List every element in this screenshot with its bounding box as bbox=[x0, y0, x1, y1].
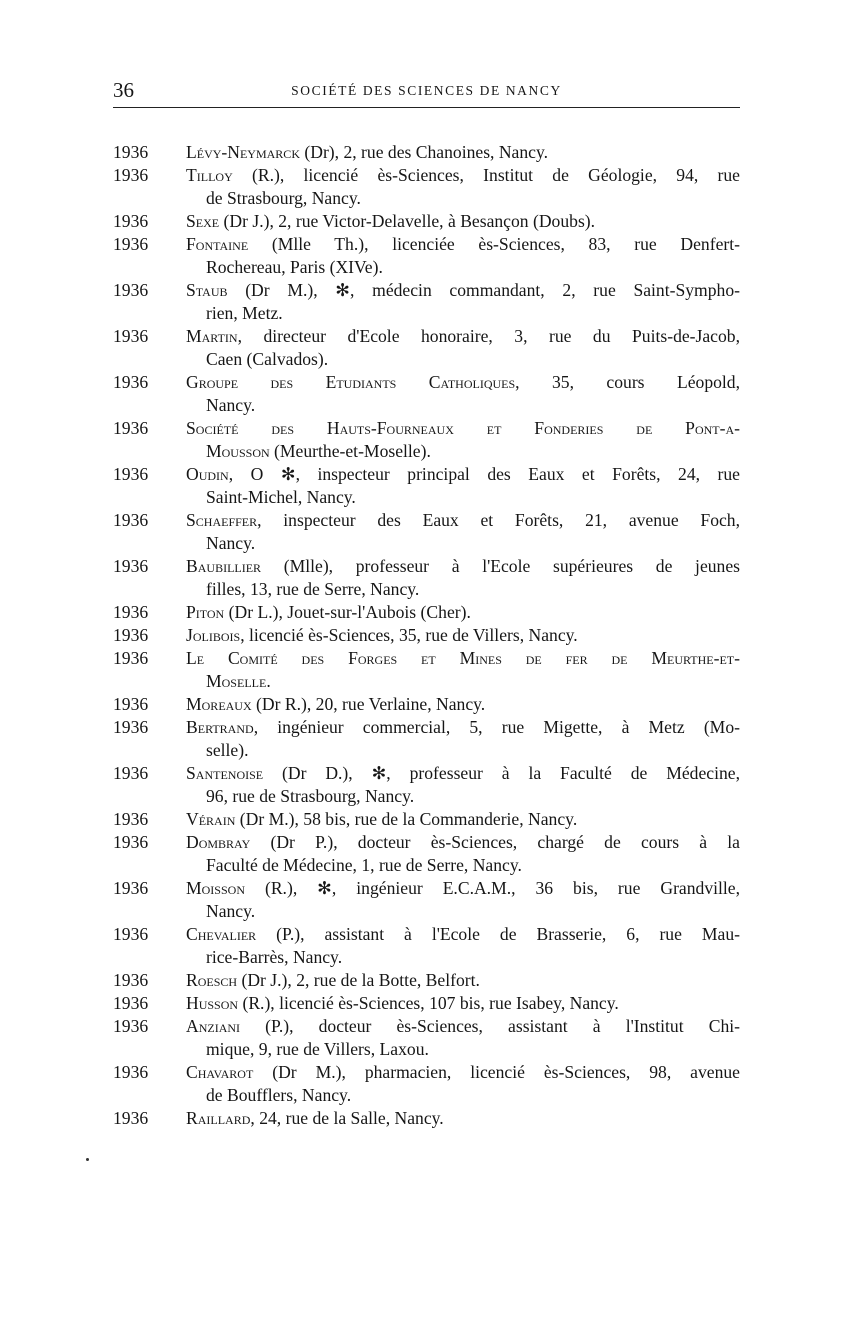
entry-line bbox=[186, 164, 740, 187]
member-name: Vérain bbox=[186, 809, 236, 829]
entry-year: 1936 bbox=[113, 763, 149, 783]
entry-line bbox=[186, 233, 740, 256]
entry-year: 1936 bbox=[113, 1016, 149, 1036]
entry-year: 1936 bbox=[113, 280, 149, 300]
member-name: Fontaine bbox=[186, 234, 249, 254]
entry-text bbox=[186, 831, 740, 877]
entry-line bbox=[186, 1015, 740, 1038]
member-name: Anziani bbox=[186, 1016, 241, 1036]
entry-year: 1936 bbox=[113, 510, 149, 530]
entry-year: 1936 bbox=[113, 809, 149, 829]
member-details: , directeur d'Ecole honoraire, 3, rue du Puits-de-Jacob, bbox=[237, 326, 740, 346]
member-name: Moreaux bbox=[186, 694, 252, 714]
entry-text bbox=[186, 417, 740, 463]
member-entry bbox=[113, 325, 740, 371]
entry-text bbox=[186, 463, 740, 509]
member-details: , 35, cours Léopold, bbox=[515, 372, 740, 392]
entry-line bbox=[186, 463, 740, 486]
member-name: Jolibois bbox=[186, 625, 241, 645]
entry-line bbox=[186, 325, 740, 348]
entry-line bbox=[186, 210, 740, 233]
member-name: Groupe des Etudiants Catholiques bbox=[186, 372, 516, 392]
entry-line bbox=[186, 992, 740, 1015]
page-header bbox=[113, 78, 740, 104]
entry-year: 1936 bbox=[113, 832, 149, 852]
entry-text bbox=[186, 371, 740, 417]
entry-text bbox=[186, 279, 740, 325]
member-entry bbox=[113, 279, 740, 325]
member-name: Bertrand bbox=[186, 717, 254, 737]
member-entry bbox=[113, 1107, 740, 1130]
member-entry bbox=[113, 647, 740, 693]
entry-year: 1936 bbox=[113, 648, 149, 668]
entry-text bbox=[186, 1015, 740, 1061]
entry-year: 1936 bbox=[113, 556, 149, 576]
member-entry bbox=[113, 762, 740, 808]
entry-line bbox=[186, 348, 740, 371]
entry-line bbox=[186, 532, 740, 555]
member-entry bbox=[113, 463, 740, 509]
member-name: Le Comité des Forges et Mines de fer de Meurthe-et- bbox=[186, 648, 740, 668]
member-entry bbox=[113, 969, 740, 992]
member-details: Faculté de Médecine, 1, rue de Serre, Nancy. bbox=[206, 855, 522, 875]
entry-year: 1936 bbox=[113, 464, 149, 484]
entry-text bbox=[186, 601, 740, 624]
member-list bbox=[113, 141, 740, 1130]
member-details: Nancy. bbox=[206, 901, 256, 921]
entry-year: 1936 bbox=[113, 1062, 149, 1082]
entry-line bbox=[186, 279, 740, 302]
entry-text bbox=[186, 923, 740, 969]
member-name: Moselle bbox=[206, 671, 267, 691]
member-name: Staub bbox=[186, 280, 228, 300]
member-details: Saint-Michel, Nancy. bbox=[206, 487, 356, 507]
entry-line bbox=[186, 670, 740, 693]
member-name: Husson bbox=[186, 993, 239, 1013]
member-details: selle). bbox=[206, 740, 249, 760]
member-details: , inspecteur des Eaux et Forêts, 21, avenue Foch, bbox=[257, 510, 740, 530]
entry-line bbox=[186, 969, 740, 992]
member-details: (Dr D.), ✻, professeur à la Faculté de Médecine, bbox=[263, 763, 740, 783]
entry-line bbox=[186, 440, 740, 463]
entry-text bbox=[186, 762, 740, 808]
entry-line bbox=[186, 739, 740, 762]
entry-year: 1936 bbox=[113, 165, 149, 185]
member-details: rien, Metz. bbox=[206, 303, 283, 323]
entry-year: 1936 bbox=[113, 211, 149, 231]
entry-text bbox=[186, 164, 740, 210]
member-name: Moisson bbox=[186, 878, 245, 898]
member-details: 96, rue de Strasbourg, Nancy. bbox=[206, 786, 415, 806]
member-details: de Boufflers, Nancy. bbox=[206, 1085, 352, 1105]
entry-year: 1936 bbox=[113, 142, 149, 162]
member-details: , 24, rue de la Salle, Nancy. bbox=[250, 1108, 444, 1128]
member-details: (P.), assistant à l'Ecole de Brasserie, 6, rue Mau- bbox=[256, 924, 740, 944]
entry-line bbox=[186, 900, 740, 923]
member-entry bbox=[113, 1015, 740, 1061]
page-number: 36 bbox=[113, 78, 134, 102]
member-name: Tilloy bbox=[186, 165, 233, 185]
member-entry bbox=[113, 877, 740, 923]
member-name: Piton bbox=[186, 602, 225, 622]
member-details: filles, 13, rue de Serre, Nancy. bbox=[206, 579, 420, 599]
member-details: (Dr J.), 2, rue de la Botte, Belfort. bbox=[237, 970, 480, 990]
member-details: (Meurthe-et-Moselle). bbox=[269, 441, 431, 461]
entry-year: 1936 bbox=[113, 602, 149, 622]
entry-line bbox=[186, 601, 740, 624]
entry-text bbox=[186, 325, 740, 371]
entry-text bbox=[186, 992, 740, 1015]
member-entry bbox=[113, 992, 740, 1015]
entry-year: 1936 bbox=[113, 326, 149, 346]
member-name: Lévy-Neymarck bbox=[186, 142, 300, 162]
entry-line bbox=[186, 371, 740, 394]
entry-line bbox=[186, 486, 740, 509]
member-details: (Dr), 2, rue des Chanoines, Nancy. bbox=[299, 142, 549, 162]
member-entry bbox=[113, 164, 740, 210]
entry-line bbox=[186, 1084, 740, 1107]
entry-line bbox=[186, 693, 740, 716]
member-entry bbox=[113, 716, 740, 762]
member-name: Santenoise bbox=[186, 763, 264, 783]
entry-line bbox=[186, 417, 740, 440]
entry-text bbox=[186, 141, 740, 164]
entry-line bbox=[186, 256, 740, 279]
member-name: Société des Hauts-Fourneaux et Fonderies de Pont-a- bbox=[186, 418, 740, 438]
member-entry bbox=[113, 693, 740, 716]
entry-line bbox=[186, 394, 740, 417]
member-details: (P.), docteur ès-Sciences, assistant à l'Institut Chi- bbox=[240, 1016, 740, 1036]
member-details: (R.), licencié ès-Sciences, 107 bis, rue Isabey, Nancy. bbox=[238, 993, 619, 1013]
entry-year: 1936 bbox=[113, 970, 149, 990]
member-entry bbox=[113, 1061, 740, 1107]
member-details: rice-Barrès, Nancy. bbox=[206, 947, 343, 967]
member-entry bbox=[113, 601, 740, 624]
entry-text bbox=[186, 716, 740, 762]
entry-line bbox=[186, 785, 740, 808]
member-entry bbox=[113, 210, 740, 233]
entry-line bbox=[186, 831, 740, 854]
member-entry bbox=[113, 923, 740, 969]
member-name: Baubillier bbox=[186, 556, 262, 576]
member-details: Nancy. bbox=[206, 395, 256, 415]
member-entry bbox=[113, 808, 740, 831]
entry-line bbox=[186, 808, 740, 831]
entry-year: 1936 bbox=[113, 418, 149, 438]
member-entry bbox=[113, 624, 740, 647]
entry-text bbox=[186, 808, 740, 831]
entry-text bbox=[186, 647, 740, 693]
entry-year: 1936 bbox=[113, 372, 149, 392]
running-title: SOCIÉTÉ DES SCIENCES DE NANCY bbox=[291, 83, 562, 98]
member-details: , licencié ès-Sciences, 35, rue de Villers, Nancy. bbox=[240, 625, 578, 645]
entry-line bbox=[186, 877, 740, 900]
member-details: mique, 9, rue de Villers, Laxou. bbox=[206, 1039, 429, 1059]
entry-line bbox=[186, 854, 740, 877]
member-entry bbox=[113, 233, 740, 279]
header-rule bbox=[113, 107, 740, 108]
entry-text bbox=[186, 509, 740, 555]
member-details: (Dr M.), ✻, médecin commandant, 2, rue Saint-Sympho- bbox=[227, 280, 740, 300]
member-name: Schaeffer bbox=[186, 510, 258, 530]
member-name: Roesch bbox=[186, 970, 238, 990]
entry-year: 1936 bbox=[113, 1108, 149, 1128]
entry-text bbox=[186, 1107, 740, 1130]
entry-line bbox=[186, 762, 740, 785]
member-details: Caen (Calvados). bbox=[206, 349, 329, 369]
member-details: (Dr L.), Jouet-sur-l'Aubois (Cher). bbox=[224, 602, 471, 622]
member-details: (Dr J.), 2, rue Victor-Delavelle, à Besançon (Doubs). bbox=[219, 211, 596, 231]
entry-year: 1936 bbox=[113, 717, 149, 737]
entry-line bbox=[186, 302, 740, 325]
entry-line bbox=[186, 187, 740, 210]
member-name: Dombray bbox=[186, 832, 251, 852]
member-entry bbox=[113, 141, 740, 164]
member-details: (Mlle), professeur à l'Ecole supérieures de jeunes bbox=[261, 556, 740, 576]
member-entry bbox=[113, 417, 740, 463]
entry-line bbox=[186, 946, 740, 969]
entry-line bbox=[186, 1038, 740, 1061]
entry-line bbox=[186, 1061, 740, 1084]
entry-year: 1936 bbox=[113, 625, 149, 645]
entry-year: 1936 bbox=[113, 993, 149, 1013]
member-entry bbox=[113, 831, 740, 877]
entry-text bbox=[186, 969, 740, 992]
member-details: (Dr R.), 20, rue Verlaine, Nancy. bbox=[251, 694, 486, 714]
member-details: (Dr M.), 58 bis, rue de la Commanderie, Nancy. bbox=[235, 809, 578, 829]
entry-text bbox=[186, 1061, 740, 1107]
entry-line bbox=[186, 647, 740, 670]
entry-text bbox=[186, 877, 740, 923]
entry-line bbox=[186, 716, 740, 739]
entry-year: 1936 bbox=[113, 234, 149, 254]
entry-text bbox=[186, 624, 740, 647]
member-entry bbox=[113, 371, 740, 417]
member-name: Martin bbox=[186, 326, 238, 346]
member-details: , O ✻, inspecteur principal des Eaux et Forêts, 24, rue bbox=[228, 464, 740, 484]
entry-line bbox=[186, 509, 740, 532]
member-name: Oudin bbox=[186, 464, 229, 484]
member-details: (Dr P.), docteur ès-Sciences, chargé de cours à la bbox=[250, 832, 740, 852]
member-details: Rochereau, Paris (XIVe). bbox=[206, 257, 383, 277]
member-name: Sexe bbox=[186, 211, 220, 231]
member-details: (R.), ✻, ingénieur E.C.A.M., 36 bis, rue Grandville, bbox=[245, 878, 740, 898]
member-details: de Strasbourg, Nancy. bbox=[206, 188, 361, 208]
entry-text bbox=[186, 555, 740, 601]
entry-text bbox=[186, 693, 740, 716]
member-details: (Dr M.), pharmacien, licencié ès-Sciences, 98, avenue bbox=[253, 1062, 740, 1082]
member-name: Mousson bbox=[206, 441, 270, 461]
entry-line bbox=[186, 1107, 740, 1130]
entry-line bbox=[186, 578, 740, 601]
entry-line bbox=[186, 141, 740, 164]
entry-year: 1936 bbox=[113, 694, 149, 714]
entry-text bbox=[186, 210, 740, 233]
member-details: , ingénieur commercial, 5, rue Migette, à Metz (Mo- bbox=[253, 717, 740, 737]
member-name: Raillard bbox=[186, 1108, 251, 1128]
member-details: Nancy. bbox=[206, 533, 256, 553]
entry-line bbox=[186, 624, 740, 647]
stray-mark bbox=[86, 1158, 89, 1161]
member-name: Chavarot bbox=[186, 1062, 254, 1082]
entry-year: 1936 bbox=[113, 924, 149, 944]
entry-year: 1936 bbox=[113, 878, 149, 898]
entry-line bbox=[186, 555, 740, 578]
member-entry bbox=[113, 555, 740, 601]
member-details: (Mlle Th.), licenciée ès-Sciences, 83, rue Denfert- bbox=[248, 234, 740, 254]
entry-text bbox=[186, 233, 740, 279]
member-details: (R.), licencié ès-Sciences, Institut de Géologie, 94, rue bbox=[232, 165, 740, 185]
member-name: Chevalier bbox=[186, 924, 257, 944]
member-details: . bbox=[266, 671, 271, 691]
entry-line bbox=[186, 923, 740, 946]
member-entry bbox=[113, 509, 740, 555]
